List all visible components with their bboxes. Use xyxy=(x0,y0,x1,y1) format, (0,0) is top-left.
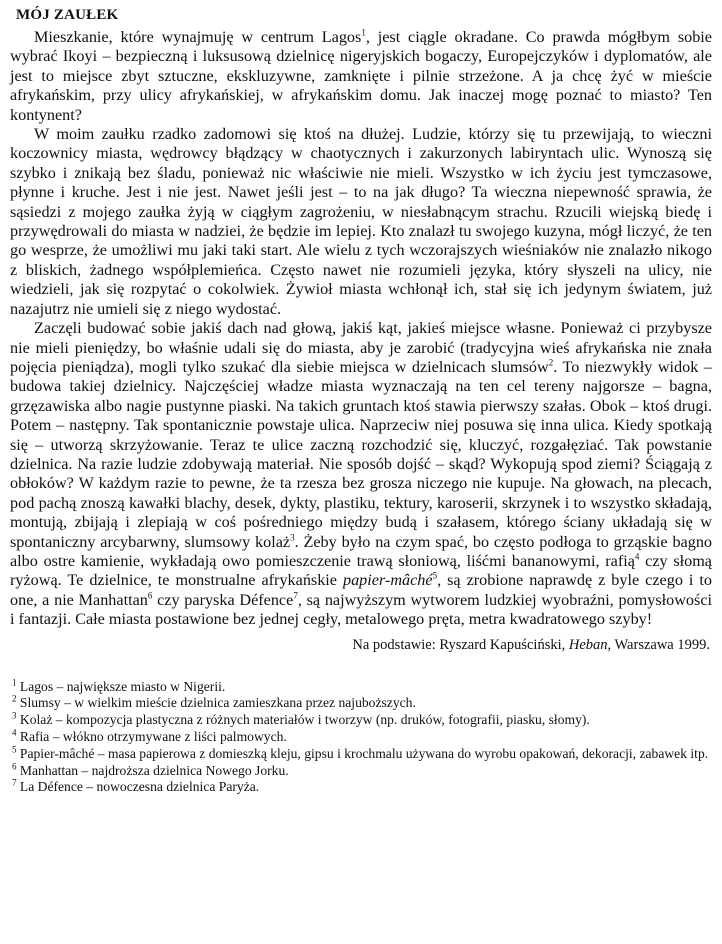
article-title: MÓJ ZAUŁEK xyxy=(16,7,119,23)
footnote-number: 6 xyxy=(12,761,17,772)
footnote-text: Lagos – największe miasto w Nigerii. xyxy=(16,678,226,694)
text-run: Zaczęli budować sobie jakiś dach nad głową, jakiś kąt, jakieś miejsce własne. Ponieważ ci przybysze nie mieli pieniędzy, bo właśnie udali się do miasta, aby je zarobić (tradycyjna wieś afrykańska nie znała pojęcia pieniądza), mogli tylko szukać dla siebie miejsca w dzielnicach slumsów xyxy=(10,319,712,376)
footnote-number: 3 xyxy=(12,710,17,721)
footnote-number: 5 xyxy=(12,744,17,755)
source-prefix: Na podstawie: Ryszard Kapuściński, xyxy=(352,636,569,653)
footnote-reference: 2 xyxy=(548,357,554,368)
footnote-number: 2 xyxy=(12,693,17,704)
footnote-number: 1 xyxy=(12,677,17,688)
footnote-reference: 5 xyxy=(432,570,438,581)
text-run: , są najwyższym wytworem ludzkiej wyobraźni, pomysłowości i fantazji. Całe miasta postawione bez jednej cegły, metalowego pręta, metra kwadratowego szyby! xyxy=(10,590,713,629)
footnote-reference: 6 xyxy=(147,590,153,601)
footnote-text: La Défence – nowoczesna dzielnica Paryża. xyxy=(16,779,260,795)
paragraph xyxy=(10,319,712,630)
footnote-reference: 1 xyxy=(361,27,366,38)
italic-term: papier-mâché xyxy=(342,571,433,590)
footnote-text: Papier-mâché – masa papierowa z domieszką kleju, gipsu i krochmalu używana do wyrobu opakowań, dekoracji, zabawek itp. xyxy=(16,745,709,761)
source-suffix: , Warszawa 1999. xyxy=(607,636,710,653)
footnote-text: Rafia – włókno otrzymywane z liści palmowych. xyxy=(16,728,287,744)
footnote-number: 7 xyxy=(12,777,17,788)
text-run: Mieszkanie, które wynajmuję w centrum Lagos xyxy=(34,28,362,46)
text-run: czy paryska Défence xyxy=(152,590,294,609)
footnote-item xyxy=(12,729,712,746)
footnote-item xyxy=(12,746,712,763)
text-run: , są zrobione naprawdę z byle czego i to one, a nie Manhattan xyxy=(10,571,712,609)
paragraph xyxy=(10,28,712,125)
footnote-text: Slumsy – w wielkim mieście dzielnica zamieszkana przez najuboższych. xyxy=(16,695,416,711)
text-run: W moim zaułku rzadko zadomowi się ktoś na dłużej. Ludzie, którzy się tu przewijają, to wieczni koczownicy miasta, wędrowcy błądzący w chaotycznych i zakurzonych labiryntach ulic. Wynoszą się szybko i znikają bez śladu, ponieważ nic właściwie nie mieli. Wszystko w ich życiu jest tymczasowe, płynne i kruche. Jest i nie jest. Nawet jeśli jest – to na jak długo? Ta wieczna niepewność sprawia, że sąsiedzi z mojego zaułka żyją w ciągłym zagrożeniu, w niesłabnącym strachu. Rzucili wiejską biedę i przywędrowali do miasta w nadziei, że będzie im lepiej. Kto znalazł tu swojego kuzyna, mógł liczyć, że ten go wesprze, że umożliwi mu jaki taki start. Ale wielu z tych wczorajszych wieśniaków nie znalazło nikogo z bliskich, żadnego współplemieńca. Często nawet nie rozumieli języka, który słyszeli na ulicy, nie wiedzieli, jak się rozpytać o cokolwiek. Żywioł miasta wchłonął ich, stał się ich jedynym światem, już nazajutrz nie umieli się z niego wydostać. xyxy=(10,125,712,318)
footnote-number: 4 xyxy=(12,727,17,738)
footnote-text: Manhattan – najdroższa dzielnica Nowego Jorku. xyxy=(16,762,289,778)
text-run: . To niezwykły widok – budowa takiej dzielnicy. Najczęściej władze miasta wyznaczają na ten cel tereny najgorsze – bagna, grzęzawiska albo nagie pustynne piaski. Na takich gruntach ktoś stawia pierwszy szałas. Obok – ktoś drugi. Potem – następny. Tak spontanicznie powstaje ulica. Naprzeciw niej posuwa się inna ulica. Kiedy spotkają się – utworzą skrzyżowanie. Teraz te ulice zaczną rozchodzić się, kluczyć, rozgałęziać. Tak powstanie dzielnica. Na razie ludzie zdobywają materiał. Nie sposób dojść – skąd? Wykopują spod ziemi? Ściągają z obłoków? W każdym razie to pewne, że ta rzesza bez grosza niczego nie kupuje. Na głowach, na plecach, pod pachą znoszą kawałki blachy, desek, dykty, plastiku, tektury, karoserii, skrzynek i to wszystko składają, montują, zbijają i zlepiają w coś pośredniego między budą i szałasem, którego ściany układają się w spontaniczny arcybarwny, slumsowy kolaż xyxy=(10,357,712,551)
article-body xyxy=(10,28,712,630)
footnote-reference: 7 xyxy=(293,590,298,601)
text-run: czy słomą ryżową. Te dzielnice, te monstrualne afrykańskie xyxy=(10,551,712,590)
footnote-item xyxy=(12,763,712,780)
footnote-item xyxy=(12,679,712,696)
footnotes-list xyxy=(10,679,712,797)
text-run: , jest ciągle okradane. Co prawda mógłbym sobie wybrać Ikoyi – bezpieczną i luksusową dzielnicę nigeryjskich bogaczy, Europejczyków i dyplomatów, ale jest to miejsce zbyt sztuczne, ekskluzywne, zamknięte i pilnie strzeżone. A ja chcę żyć w mieście afrykańskim, przy ulicy afrykańskiej, w afrykańskim domu. Jak inaczej mogę poznać to miasto? Ten kontynent? xyxy=(10,28,712,124)
footnote-item xyxy=(12,695,712,712)
source-citation xyxy=(10,636,710,655)
footnote-item xyxy=(12,712,712,729)
paragraph xyxy=(10,125,712,319)
source-book-title: Heban xyxy=(568,636,608,653)
footnote-reference: 4 xyxy=(634,551,640,562)
text-run: . Żeby było na czym spać, bo często podłoga to grząskie bagno albo ostre kamienie, wykładają owo pomieszczenie trawą słoniową, liśćmi bananowymi, rafią xyxy=(10,532,713,570)
footnote-item xyxy=(12,779,712,796)
footnote-text: Kolaż – kompozycja plastyczna z różnych materiałów i tworzyw (np. druków, fotografii, piasku, słomy). xyxy=(16,712,590,728)
footnote-reference: 3 xyxy=(290,532,295,543)
